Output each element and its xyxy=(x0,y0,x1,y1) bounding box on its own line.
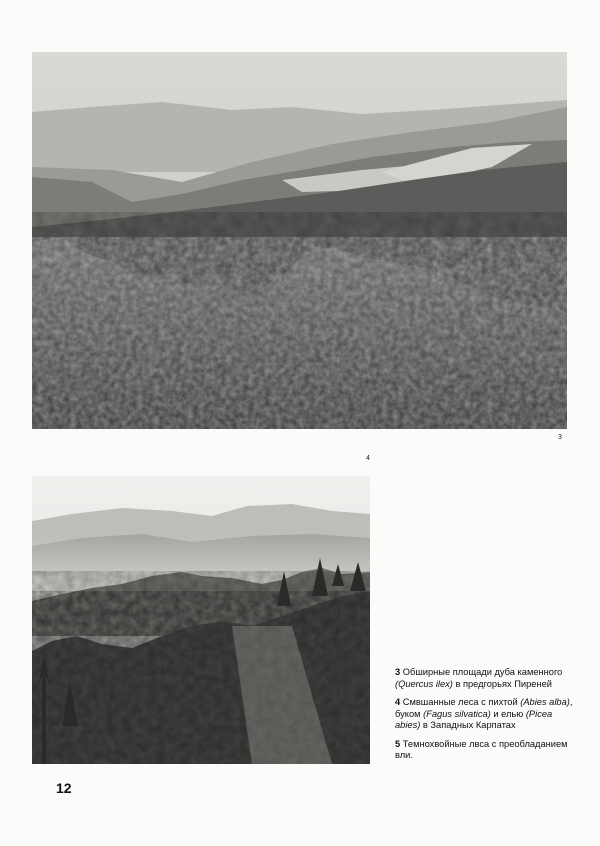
photo-quercus-ilex-pyrenees xyxy=(32,52,567,429)
caption-number: 4 xyxy=(395,697,403,707)
caption-latin-name: (Abies alba) xyxy=(520,697,570,707)
caption-latin-name: (Picea abies) xyxy=(395,708,553,730)
caption-text: в Западных Карпатах xyxy=(420,720,516,730)
figure-number-4: 4 xyxy=(366,455,370,462)
figure-captions xyxy=(395,667,580,769)
caption-number: 3 xyxy=(395,667,403,677)
caption-3 xyxy=(395,667,580,690)
caption-5 xyxy=(395,739,580,762)
caption-number: 5 xyxy=(395,738,403,749)
photo-mixed-forest-carpathians xyxy=(32,476,370,764)
caption-latin-name: (Fagus silvatica) xyxy=(423,708,491,719)
caption-text: Обширные площади дуба каменного xyxy=(402,667,563,677)
caption-text: Смвшанные леса с пихтой xyxy=(402,697,521,707)
caption-text: , буком xyxy=(395,697,573,719)
caption-latin-name: (Quercus ilex) xyxy=(395,678,453,689)
caption-text: в предгорьях Пиреней xyxy=(452,678,552,689)
page-number: 12 xyxy=(56,780,72,796)
caption-4 xyxy=(395,697,580,732)
figure-number-3: 3 xyxy=(558,434,562,441)
caption-text: и елью xyxy=(490,708,526,719)
caption-text: Темнохвойные лвса с преобладанием вли. xyxy=(395,738,568,760)
